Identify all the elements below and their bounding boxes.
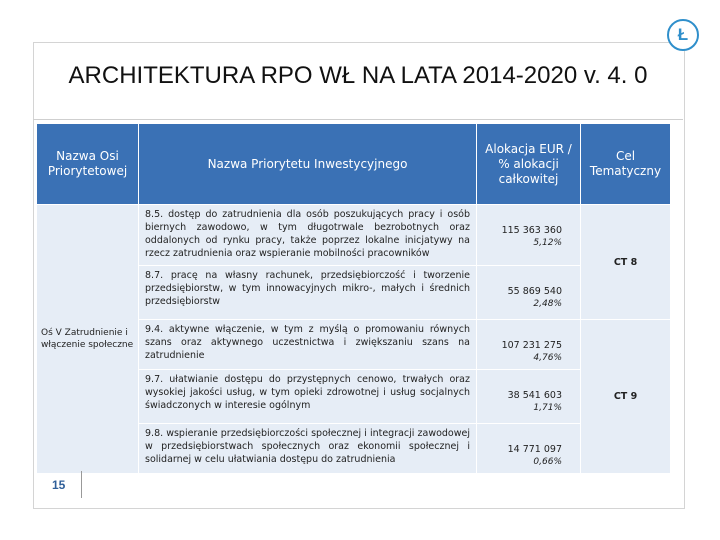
allocation-cell [477, 320, 581, 370]
slide-title: ARCHITEKTURA RPO WŁ NA LATA 2014-2020 v. 4. 0 [68, 62, 648, 89]
allocation-percent: 1,71% [533, 403, 562, 413]
logo-icon: Ł [667, 19, 699, 51]
thematic-goal-cell: CT 8 [581, 205, 671, 320]
page-number: 15 [52, 478, 66, 492]
allocation-cell [477, 205, 581, 266]
allocation-cell [477, 370, 581, 424]
page-number-divider [81, 471, 82, 498]
allocation-amount: 55 869 540 [507, 286, 562, 297]
header-priority-name: Nazwa Priorytetu Inwestycyjnego [139, 124, 477, 205]
allocation-percent: 2,48% [533, 299, 562, 309]
allocation-amount: 14 771 097 [507, 444, 562, 455]
allocation-amount: 107 231 275 [501, 340, 562, 351]
allocation-cell [477, 424, 581, 474]
title-divider [33, 119, 683, 120]
header-allocation: Alokacja EUR / % alokacji całkowitej [477, 124, 581, 205]
allocation-amount: 115 363 360 [501, 225, 562, 236]
priority-cell: 9.4. aktywne włączenie, w tym z myślą o promowaniu równych szans oraz aktywnego uczestnictwa i zwiększaniu szans na zatrudnienie [139, 320, 477, 370]
allocation-percent: 4,76% [533, 353, 562, 363]
allocation-percent: 0,66% [533, 457, 562, 467]
table-header-row [37, 124, 671, 205]
priority-cell: 9.7. ułatwianie dostępu do przystępnych cenowo, trwałych oraz wysokiej jakości usług, w tym opieki zdrowotnej i usług socjalnych świadczonych w interesie ogólnym [139, 370, 477, 424]
priority-table [36, 123, 671, 474]
header-axis-name: Nazwa Osi Priorytetowej [37, 124, 139, 205]
table-row [37, 205, 671, 266]
allocation-amount: 38 541 603 [507, 390, 562, 401]
priority-cell: 8.5. dostęp do zatrudnienia dla osób poszukujących pracy i osób biernych zawodowo, w tym długotrwale bezrobotnych oraz oddalonych od rynku pracy, także poprzez lokalne inicjatywy na rzecz zatrudnienia oraz wspieranie mobilności pracowników [139, 205, 477, 266]
axis-name-cell [37, 205, 139, 474]
allocation-percent: 5,12% [533, 238, 562, 248]
priority-cell: 9.8. wspieranie przedsiębiorczości społecznej i integracji zawodowej w przedsiębiorstwach społecznych oraz ekonomii społecznej i solidarnej w celu ułatwiania dostępu do zatrudnienia [139, 424, 477, 474]
header-thematic-goal: Cel Tematyczny [581, 124, 671, 205]
thematic-goal-cell: CT 9 [581, 320, 671, 474]
priority-cell: 8.7. pracę na własny rachunek, przedsiębiorczość i tworzenie przedsiębiorstw, w tym innowacyjnych mikro-, małych i średnich przedsiębiorstw [139, 266, 477, 320]
allocation-cell [477, 266, 581, 320]
axis-name: Oś V Zatrudnienie i włączenie społeczne [41, 328, 134, 350]
